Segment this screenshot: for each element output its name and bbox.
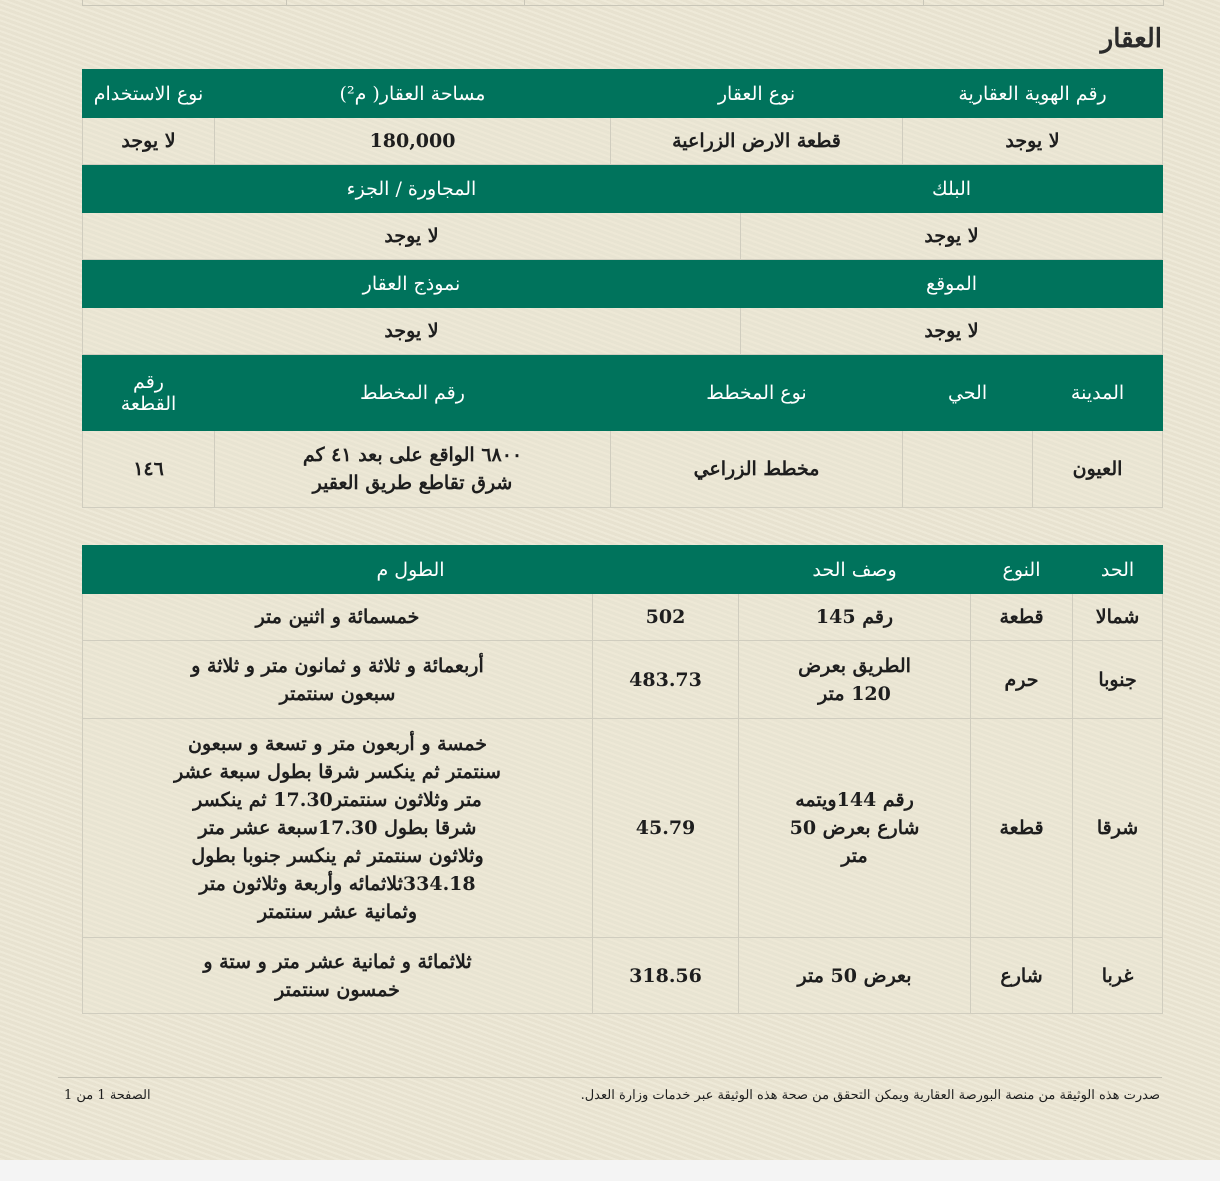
boundary-description: بعرض 50 متر (739, 938, 971, 1014)
section-title: العقار (1100, 24, 1162, 54)
table-row (83, 594, 1163, 641)
boundary-length-text: خمسمائة و اثنين متر (83, 594, 593, 641)
value-city: العيون (1033, 431, 1163, 508)
boundary-type: قطعة (971, 594, 1073, 641)
value-property-id: لا يوجد (903, 118, 1163, 165)
value-district (903, 431, 1033, 508)
table-row (83, 938, 1163, 1014)
boundary-length: 45.79 (593, 719, 739, 938)
header-city: المدينة (1033, 355, 1163, 431)
boundary-side: غربا (1073, 938, 1163, 1014)
property-table (82, 69, 1163, 508)
boundary-type: حرم (971, 641, 1073, 719)
table-row (83, 641, 1163, 719)
value-parcel-number: ١٤٦ (83, 431, 215, 508)
table-row (83, 719, 1163, 938)
footer-divider (58, 1077, 1162, 1078)
header-neighborhood-part: المجاورة / الجزء (83, 165, 741, 213)
value-plan-number: ٦٨٠٠ الواقع على بعد ٤١ كم شرق تقاطع طريق العقير (215, 431, 611, 508)
header-property-id: رقم الهوية العقارية (903, 70, 1163, 118)
header-plan-number: رقم المخطط (215, 355, 611, 431)
boundary-description: رقم 145 (739, 594, 971, 641)
value-location: لا يوجد (741, 308, 1163, 355)
boundaries-table (82, 545, 1163, 1014)
boundary-length-text: أربعمائة و ثلاثة و ثمانون متر و ثلاثة و سبعون سنتمتر (83, 641, 593, 719)
page-bottom-strip (0, 1160, 1220, 1181)
value-block: لا يوجد (741, 213, 1163, 260)
header-boundary-type: النوع (971, 546, 1073, 594)
header-parcel-number: رقم القطعة (83, 355, 215, 431)
page-number: الصفحة 1 من 1 (64, 1088, 151, 1103)
boundary-length: 318.56 (593, 938, 739, 1014)
boundary-description: الطريق بعرض 120 متر (739, 641, 971, 719)
header-location: الموقع (741, 260, 1163, 308)
header-property-model: نموذج العقار (83, 260, 741, 308)
header-boundary: الحد (1073, 546, 1163, 594)
header-district: الحي (903, 355, 1033, 431)
header-length: الطول م (83, 546, 739, 594)
boundary-side: شمالا (1073, 594, 1163, 641)
boundary-type: شارع (971, 938, 1073, 1014)
boundary-description: رقم 144ويتمه شارع بعرض 50 متر (739, 719, 971, 938)
value-neighborhood-part: لا يوجد (83, 213, 741, 260)
header-plan-type: نوع المخطط (611, 355, 903, 431)
value-plan-type: مخطط الزراعي (611, 431, 903, 508)
boundary-length-text: خمسة و أربعون متر و تسعة و سبعون سنتمتر ثم ينكسر شرقا بطول سبعة عشر متر وثلاثون سنتمتر17.30 ثم ينكسر شرقا بطول 17.30سبعة عشر متر وثلاثون سنتمتر ثم ينكسر جنوبا بطول 334.18ثلاثمائه وأربعة وثلاثون متر وثمانية عشر سنتمتر (83, 719, 593, 938)
previous-table-stub (82, 0, 1164, 6)
value-property-type: قطعة الارض الزراعية (611, 118, 903, 165)
header-property-area: مساحة العقار( م²) (215, 70, 611, 118)
boundary-side: شرقا (1073, 719, 1163, 938)
value-property-model: لا يوجد (83, 308, 741, 355)
boundary-length-text: ثلاثمائة و ثمانية عشر متر و ستة و خمسون سنتمتر (83, 938, 593, 1014)
header-usage-type: نوع الاستخدام (83, 70, 215, 118)
header-block: البلك (741, 165, 1163, 213)
value-property-area: 180,000 (215, 118, 611, 165)
header-property-type: نوع العقار (611, 70, 903, 118)
header-boundary-description: وصف الحد (739, 546, 971, 594)
boundary-length: 502 (593, 594, 739, 641)
value-usage-type: لا يوجد (83, 118, 215, 165)
boundary-type: قطعة (971, 719, 1073, 938)
boundary-side: جنوبا (1073, 641, 1163, 719)
footer-note: صدرت هذه الوثيقة من منصة البورصة العقارية ويمكن التحقق من صحة هذه الوثيقة عبر خدمات وزارة العدل. (580, 1088, 1160, 1103)
boundary-length: 483.73 (593, 641, 739, 719)
